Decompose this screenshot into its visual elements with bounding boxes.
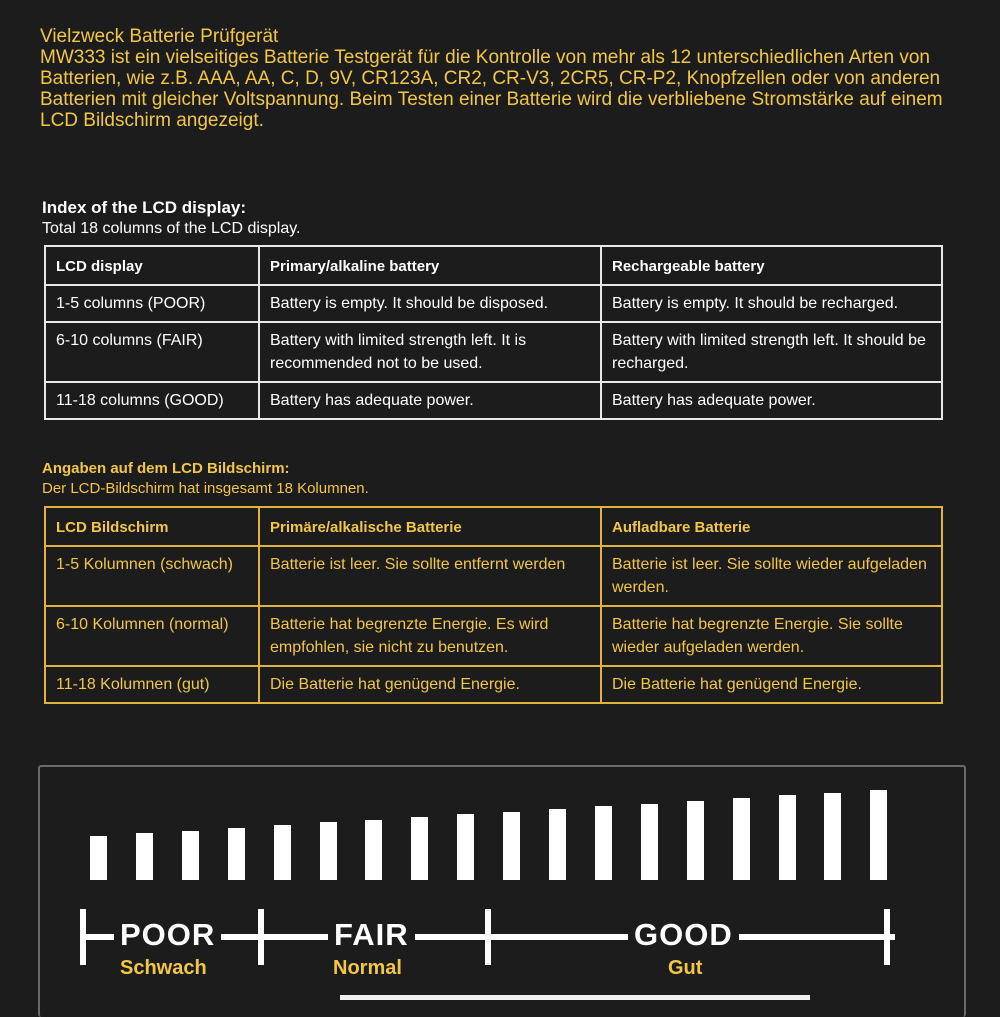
lcd-column-bar [779, 795, 796, 880]
lcd-column-bar [411, 817, 428, 880]
level-fair-label-de: Normal [333, 957, 402, 979]
english-lcd-table [44, 245, 943, 420]
lcd-column-bar [365, 820, 382, 880]
table-cell: Battery with limited strength left. It should be recharged. [601, 322, 942, 382]
lcd-column-bar [274, 825, 291, 880]
lcd-column-bars [90, 780, 890, 880]
table-header-cell: Rechargeable battery [601, 246, 942, 285]
bottom-strip [340, 995, 810, 1000]
english-section-title: Index of the LCD display: [42, 198, 247, 217]
table-cell: 1-5 columns (POOR) [45, 285, 259, 322]
table-row [45, 382, 942, 419]
scale-tick [80, 909, 86, 965]
table-cell: Battery with limited strength left. It is recommended not to be used. [259, 322, 601, 382]
lcd-column-bar [320, 822, 337, 880]
table-row [45, 285, 942, 322]
table-cell: Battery has adequate power. [259, 382, 601, 419]
scale-tick [485, 909, 491, 965]
table-row [45, 322, 942, 382]
table-row [45, 546, 942, 606]
table-cell: 11-18 columns (GOOD) [45, 382, 259, 419]
level-good-label: GOOD [628, 917, 739, 953]
level-poor-label: POOR [114, 917, 221, 953]
german-section-subtitle: Der LCD-Bildschirm hat insgesamt 18 Kolumnen. [42, 480, 369, 497]
table-cell: 1-5 Kolumnen (schwach) [45, 546, 259, 606]
table-cell: Battery has adequate power. [601, 382, 942, 419]
german-lcd-table [44, 506, 943, 704]
table-cell: Battery is empty. It should be recharged. [601, 285, 942, 322]
table-cell: Battery is empty. It should be disposed. [259, 285, 601, 322]
lcd-column-bar [457, 814, 474, 880]
table-header-cell: LCD Bildschirm [45, 507, 259, 546]
lcd-column-bar [824, 793, 841, 880]
intro-title: Vielzweck Batterie Prüfgerät [40, 26, 279, 47]
table-header-cell: Primäre/alkalische Batterie [259, 507, 601, 546]
table-cell: 6-10 columns (FAIR) [45, 322, 259, 382]
level-scale [80, 905, 900, 985]
table-cell: Die Batterie hat genügend Energie. [259, 666, 601, 703]
german-section-title: Angaben auf dem LCD Bildschirm: [42, 460, 290, 477]
table-cell: Batterie hat begrenzte Energie. Es wird empfohlen, sie nicht zu benutzen. [259, 606, 601, 666]
table-cell: Batterie ist leer. Sie sollte entfernt werden [259, 546, 601, 606]
table-cell: 11-18 Kolumnen (gut) [45, 666, 259, 703]
table-header-cell: Aufladbare Batterie [601, 507, 942, 546]
table-header-cell: Primary/alkaline battery [259, 246, 601, 285]
lcd-column-bar [503, 812, 520, 880]
scale-tick [258, 909, 264, 965]
table-cell: Batterie ist leer. Sie sollte wieder aufgeladen werden. [601, 546, 942, 606]
intro-body: MW333 ist ein vielseitiges Batterie Testgerät für die Kontrolle von mehr als 12 unterschiedlichen Arten von Batterien, wie z.B. AAA, AA, C, D, 9V, CR123A, CR2, CR-V3, 2CR5, CR-P2, Knopfzellen oder von anderen Batterien mit gleicher Voltspannung. Beim Testen einer Batterie wird die verbliebene Stromstärke auf einem LCD Bildschirm angezeigt. [40, 47, 943, 131]
table-header-row [45, 246, 942, 285]
level-fair-label: FAIR [328, 917, 415, 953]
lcd-column-bar [641, 804, 658, 880]
lcd-column-bar [595, 806, 612, 880]
intro-text [40, 26, 970, 131]
lcd-column-bar [687, 801, 704, 880]
table-cell: 6-10 Kolumnen (normal) [45, 606, 259, 666]
scale-tick [884, 909, 890, 965]
level-good-label-de: Gut [668, 957, 703, 979]
table-cell: Batterie hat begrenzte Energie. Sie sollte wieder aufgeladen werden. [601, 606, 942, 666]
table-cell: Die Batterie hat genügend Energie. [601, 666, 942, 703]
lcd-column-bar [182, 831, 199, 880]
lcd-column-bar [549, 809, 566, 880]
level-poor-label-de: Schwach [120, 957, 207, 979]
lcd-column-bar [870, 790, 887, 880]
lcd-column-bar [733, 798, 750, 880]
lcd-column-bar [136, 833, 153, 880]
lcd-column-bar [228, 828, 245, 880]
english-section-subtitle: Total 18 columns of the LCD display. [42, 220, 301, 237]
lcd-column-bar [90, 836, 107, 880]
table-header-cell: LCD display [45, 246, 259, 285]
table-row [45, 606, 942, 666]
table-row [45, 666, 942, 703]
table-header-row [45, 507, 942, 546]
